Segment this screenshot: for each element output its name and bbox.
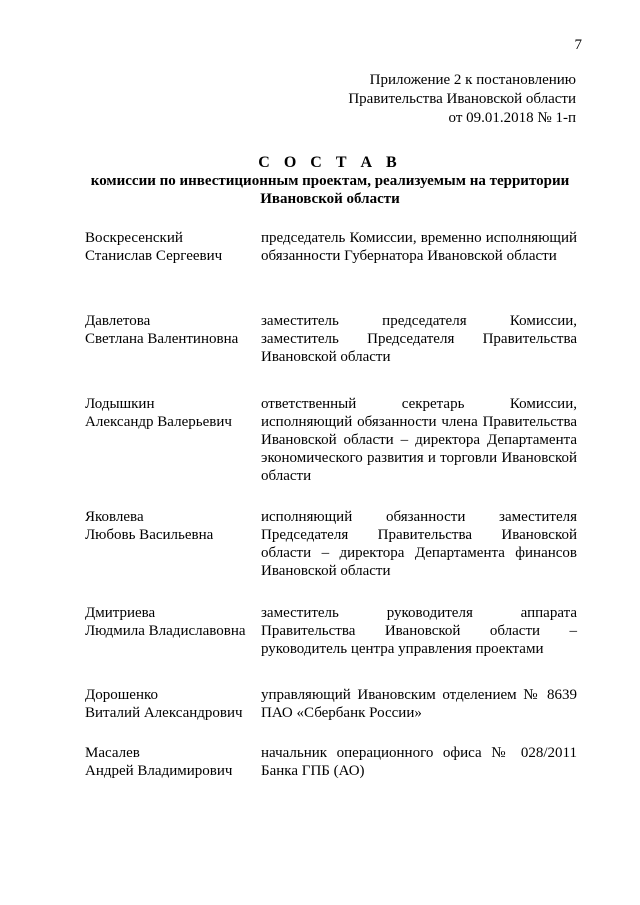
member-entry <box>85 312 577 395</box>
member-name <box>85 744 261 784</box>
member-surname: Яковлева <box>85 509 144 525</box>
appendix-line-2: Правительства Ивановской области <box>348 91 576 107</box>
document-subtitle-line-1: комиссии по инвестиционным проектам, реализуемым на территории <box>90 173 570 189</box>
member-surname: Воскресенский <box>85 230 183 246</box>
member-role: исполняющий обязанности заместителя Председателя Правительства Ивановской области – директора Департамента финансов Ивановской области <box>261 509 577 579</box>
appendix-reference <box>300 71 576 128</box>
member-role: управляющий Ивановским отделением № 8639 ПАО «Сбербанк России» <box>261 687 577 721</box>
member-given-names: Виталий Александрович <box>85 705 243 721</box>
member-given-names: Людмила Владиславовна <box>85 623 246 639</box>
member-role: начальник операционного офиса № 028/2011 Банка ГПБ (АО) <box>261 745 577 779</box>
member-name <box>85 312 261 395</box>
appendix-line-1: Приложение 2 к постановлению <box>369 72 576 88</box>
page-number: 7 <box>574 37 582 53</box>
document-heading <box>60 154 600 208</box>
member-name <box>85 604 261 686</box>
member-given-names: Андрей Владимирович <box>85 763 233 779</box>
member-given-names: Светлана Валентиновна <box>85 331 239 347</box>
member-given-names: Станислав Сергеевич <box>85 248 223 264</box>
member-entry <box>85 229 577 312</box>
member-given-names: Александр Валерьевич <box>85 414 232 430</box>
member-role: председатель Комиссии, временно исполняющий обязанности Губернатора Ивановской области <box>261 230 577 264</box>
member-name <box>85 395 261 508</box>
member-given-names: Любовь Васильевна <box>85 527 214 543</box>
document-title: С О С Т А В <box>258 154 402 171</box>
member-role: заместитель руководителя аппарата Правительства Ивановской области – руководитель центра управления проектами <box>261 605 577 657</box>
member-name <box>85 229 261 312</box>
member-entry <box>85 508 577 604</box>
member-surname: Лодышкин <box>85 396 155 412</box>
document-subtitle-line-2: Ивановской области <box>260 191 400 207</box>
appendix-line-3: от 09.01.2018 № 1-п <box>448 110 576 126</box>
member-entry <box>85 686 577 744</box>
member-surname: Масалев <box>85 745 140 761</box>
member-role: ответственный секретарь Комиссии, исполняющий обязанности члена Правительства Ивановской области – директора Департамента экономического развития и торговли Ивановской области <box>261 396 577 484</box>
member-entry <box>85 604 577 686</box>
member-surname: Дорошенко <box>85 687 158 703</box>
member-entry <box>85 744 577 784</box>
member-name <box>85 686 261 744</box>
member-surname: Дмитриева <box>85 605 156 621</box>
member-surname: Давлетова <box>85 313 151 329</box>
member-role: заместитель председателя Комиссии, заместитель Председателя Правительства Ивановской области <box>261 313 577 365</box>
commission-members-list <box>85 229 577 784</box>
member-entry <box>85 395 577 508</box>
member-name <box>85 508 261 604</box>
